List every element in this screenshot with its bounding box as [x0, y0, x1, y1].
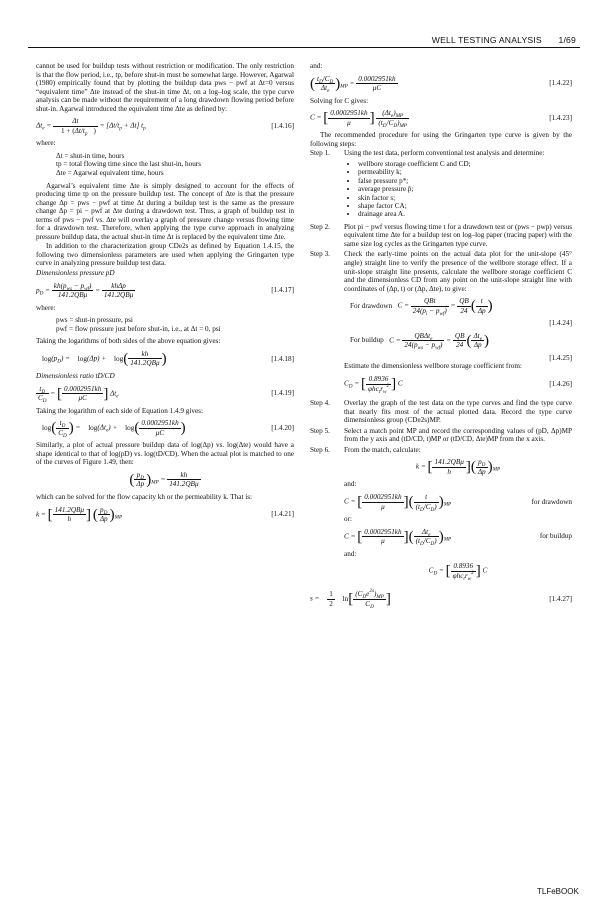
equation-c-buildup: C = [ $\frac{0.0002951kh}{\mu}$ ]( $\Delta t_e$ $(t_D/C_D)$ )$_{MP}$ for buildup	[344, 527, 572, 548]
equation-number: [1.4.24]	[549, 319, 572, 328]
definition-item: pwf = flow pressure just before shut-in, i.e., at Δt = 0, psi	[56, 324, 221, 333]
equation-1-4-19: $\frac{t_D}{C_D}$ = [ $\frac{0.0002951kh}{\mu C}$ ] $\Delta t_e$ [1.4.19]	[38, 384, 294, 405]
page-number: 1/69	[558, 35, 576, 45]
drawdown-label: For drawdown	[350, 301, 393, 310]
equation-number: [1.4.27]	[549, 595, 572, 604]
bullet-item: • false pressure p*;	[358, 177, 572, 185]
equation-number: [1.4.23]	[549, 113, 572, 122]
equation-number: [1.4.22]	[549, 79, 572, 88]
definition-item: pws = shut-in pressure, psi	[56, 316, 133, 325]
equation-1-4-24: For drawdown C = QBt $24(p_i - p_{wf})$ = $\frac{QB}{24}$ ( $\frac{t}{\Delta p}$ )	[350, 297, 493, 317]
header-rule	[28, 47, 580, 48]
bullet-item: • wellbore storage coefficient C and CD;	[358, 160, 572, 168]
definition-item: Δt = shut-in time, hours	[56, 151, 125, 160]
equation-1-4-27: s = $\frac{1}{2}$ ln[ $(C_De^{2s})_{MP}$ $C_D$ ] [1.4.27]	[310, 588, 572, 610]
equation-1-4-21: k = [ 141.2QBμ h ] ( $\frac{p_D}{\Delta p}$ )$_{MP}$ [1.4.21]	[36, 505, 294, 524]
step-2	[310, 223, 572, 249]
definition-item: tp = total flowing time since the last shut-in, hours	[56, 160, 201, 169]
buildup-note: for buildup	[539, 532, 572, 541]
where-label: where:	[36, 139, 56, 148]
equation-1-4-16: $\Delta t_e$ = $\frac{\Delta t}{1 + (\Delta t/t_p )}$ = $[\Delta t/t_p + \Delta t]$ $t_p$ [1.4.16]	[36, 117, 294, 137]
bullet-item: • skin factor s;	[358, 194, 572, 202]
step-3	[310, 250, 572, 397]
step-label: Step 2.	[310, 222, 330, 231]
and-label: and:	[310, 62, 323, 70]
paragraph: which can be solved for the flow capacity kh or the permeability k. That is:	[36, 492, 253, 501]
step-6	[310, 446, 572, 585]
equation-number: [1.4.18]	[271, 354, 294, 363]
paragraph: Similarly, a plot of actual pressure buildup data of log(Δp) vs. log(Δte) would have a shape identical to that of log(pD) vs. log(tD/CD). When the actual plot is matched to one of the curves of Figure 1.49, then:	[36, 441, 294, 467]
step-text: Plot pi − pwf versus flowing time t for a drawdown test or (pws − pwp) versus equivalent time Δte for a buildup test on log–log paper (tracing paper) with the same size log cycles as the Gringarten type curve.	[344, 222, 572, 248]
equation-1-4-17: $p_D$ = $kh(p_{ws} - p_{wf})$ 141.2QBμ = khΔp 141.2QBμ [1.4.17]	[36, 281, 294, 300]
paragraph: In addition to the characterization group CDe2s as defined by Equation 1.4.15, the following two dimensionless parameters are used when applying the Gringarten type curve in analyzing pressure buildup test data.	[36, 242, 294, 268]
equation-cd-match: $C_D$ = [ 0.8936 $\varphi hc_tr_w^2$ ] C	[428, 562, 488, 582]
definition-item: Δte = Agarwal equivalent time, hours	[56, 169, 164, 178]
where-label: where:	[36, 303, 56, 312]
equation-c-drawdown: C = [ $\frac{0.0002951kh}{\mu}$ ]( $\frac{t}{(t_D/C_D)}$ )$_{MP}$ for drawdown	[344, 492, 572, 513]
running-header	[418, 35, 576, 45]
subheading: Dimensionless pressure pD	[36, 269, 115, 278]
equation-number: [1.4.21]	[271, 510, 294, 519]
equation-1-4-25: For buildup C = QBΔt$_e$ $24(p_{ws} - p_{wf})$ = $\frac{QB}{24}$ ( $\Delta t_e$ Δp )	[350, 331, 489, 352]
bullet-item: • drainage area A.	[358, 210, 572, 218]
definition-list	[56, 316, 294, 333]
equation-k-match: k = [ 141.2QBμ h ]( $\frac{p_D}{\Delta p}$ )$_{MP}$	[415, 458, 501, 476]
and-label: and:	[344, 549, 357, 558]
and-label: and:	[344, 480, 357, 489]
equation-match: ( $\frac{p_D}{\Delta p}$ )$_{MP}$ = kh 141.2QBμ	[129, 470, 199, 489]
definition-list	[56, 152, 294, 178]
bullet-item: • average pressure p̄;	[358, 185, 572, 193]
equation-number: [1.4.17]	[271, 286, 294, 295]
buildup-label: For buildup	[350, 336, 384, 345]
equation-number: [1.4.20]	[271, 423, 294, 432]
step-4	[310, 399, 572, 425]
step-text: Using the test data, perform conventional test analysis and determine:	[344, 149, 545, 158]
equation-number: [1.4.19]	[271, 389, 294, 398]
or-label: or:	[344, 515, 352, 524]
step-label: Step 1.	[310, 149, 330, 158]
equation-1-4-20: log( $\frac{t_D}{C_D}$ ) = $\log(\Delta t_e) + \log$( $\frac{0.0002951kh}{\mu C}$ ) [1.4.20]	[42, 419, 294, 439]
step-1	[310, 149, 572, 220]
step-label: Step 6.	[310, 445, 330, 454]
left-column	[36, 62, 294, 528]
step-label: Step 3.	[310, 250, 330, 259]
equation-1-4-23: C = [ $\frac{0.0002951kh}{\mu}$ ] $(\Delta t_e)_{MP}$ $(t_D/C_D)_{MP}$ [1.4.23]	[310, 109, 572, 129]
step-text: Check the early-time points on the actual data plot for the unit-slope (45° angle) straight line to verify the presence of the wellbore storage effect. If a unit-slope straight line presents, calculate the wellbore storage coefficient C and the dimensionless CD from any point on the unit-slope straight line with coordinates of (Δp, t) or (Δp, Δte), to give:	[344, 250, 572, 293]
equation-1-4-22: ( $t_D/C_D$ $\Delta t_e$ )$_{MP}$ = $\frac{0.0002951kh}{\mu C}$ [1.4.22]	[310, 74, 572, 95]
paragraph: Taking the logarithm of each side of Equation 1.4.9 gives:	[36, 406, 203, 415]
header-title: WELL TESTING ANALYSIS	[431, 35, 542, 45]
step-text: Estimate the dimensionless wellbore storage coefficient from:	[344, 362, 522, 371]
paragraph: The recommended procedure for using the Gringarten type curve is given by the following steps:	[310, 131, 572, 148]
paragraph: cannot be used for buildup tests without restriction or modification. The only restriction is that the flow period, i.e., tp, before shut-in must be somewhat large. However, Agarwal (1980) empirically found that by plotting the buildup data pws − pwf at Δt=0 versus “equivalent time” Δte instead of the shut-in time Δt, on a log–log scale, the type curve analysis can be made without the requirement of a long drawdown flowing period before shut-in. Agarwal introduced the equivalent time Δte as defined by:	[36, 62, 294, 113]
footer-text: TLFeBOOK	[537, 887, 579, 896]
step-text: From the match, calculate:	[344, 445, 421, 454]
equation-1-4-18: $\log(p_D) = \log(\Delta p) + \log$( kh 141.2QBμ ) [1.4.18]	[42, 349, 294, 368]
step-text: Overlay the graph of the test data on the type curves and find the type curve that nearly fits most of the actual plotted data. Record the type curve dimensionless group (CDe2s)MP.	[344, 399, 572, 425]
step-label: Step 4.	[310, 399, 330, 408]
bullet-item: • permeability k;	[358, 168, 572, 176]
equation-1-4-26: $C_D$ = [ 0.8936 $\varphi hc_tr_w^2$ ] C [1.4.26]	[344, 374, 572, 395]
right-column	[310, 62, 572, 612]
step-5	[310, 427, 572, 444]
step-text: Select a match point MP and record the corresponding values of (pD, Δp)MP from the y axis and (tD/CD, t)MP or (tD/CD, Δte)MP from the x axis.	[344, 426, 572, 444]
equation-number: [1.4.25]	[549, 353, 572, 362]
paragraph: Agarwal’s equivalent time Δte is simply designed to account for the effects of producing time tp on the pressure buildup test. The concept of Δte is that the pressure change Δp = pws − pwf at time Δt during a buildup test is the same as the pressure change Δp = pi − pwf at Δte during a drawdown test. Thus, a graph of buildup test in terms of pws − pwf vs. Δte will overlay a graph of pressure change versus flowing time for a drawdown test. Therefore, when applying the type curve approach in analyzing pressure buildup data, the actual shut-in time Δt is replaced by the equivalent time Δte.	[36, 181, 294, 241]
subheading: Dimensionless ratio tD/CD	[36, 371, 115, 380]
equation-number: [1.4.16]	[271, 122, 294, 131]
bullet-item: • shape factor CA;	[358, 202, 572, 210]
paragraph: Taking the logarithms of both sides of the above equation gives:	[36, 337, 221, 346]
drawdown-note: for drawdown	[531, 497, 572, 506]
paragraph: Solving for C gives:	[310, 96, 369, 105]
step-label: Step 5.	[310, 426, 330, 435]
equation-number: [1.4.26]	[549, 379, 572, 388]
bullet-list	[344, 160, 572, 219]
